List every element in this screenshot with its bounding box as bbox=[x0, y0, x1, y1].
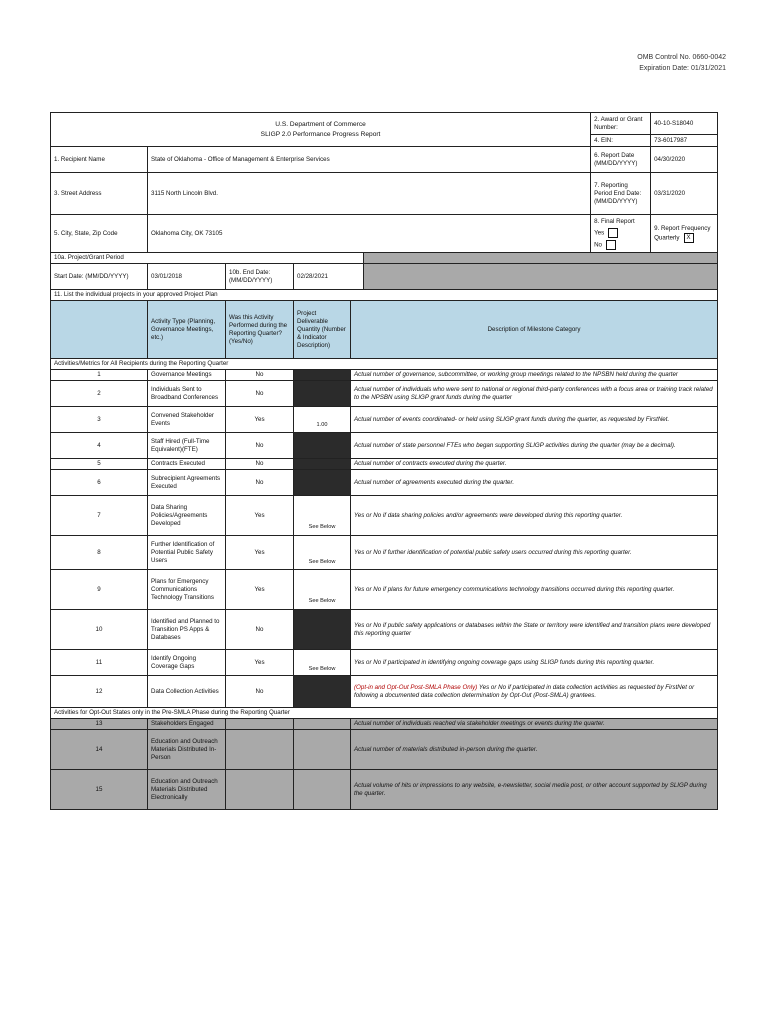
row-number: 6 bbox=[51, 470, 148, 496]
activity-type: Staff Hired (Full-Time Equivalent)(FTE) bbox=[148, 433, 226, 459]
table-row bbox=[51, 433, 718, 459]
performed-value: No bbox=[226, 470, 294, 496]
quantity-cell-disabled bbox=[294, 381, 351, 407]
table-row bbox=[51, 470, 718, 496]
milestone-description: Actual number of materials distributed in-person during the quarter. bbox=[351, 730, 718, 770]
quantity-value[interactable] bbox=[294, 650, 351, 676]
activity-type: Education and Outreach Materials Distributed In-Person bbox=[148, 730, 226, 770]
quantity-cell-disabled bbox=[294, 470, 351, 496]
omb-control-block bbox=[637, 52, 726, 74]
activity-type: Data Collection Activities bbox=[148, 676, 226, 708]
dates-grey-fill bbox=[364, 264, 718, 290]
milestone-description: Yes or No if plans for future emergency communications technology transitions occurred during this reporting quarter. bbox=[351, 570, 718, 610]
activity-type: Plans for Emergency Communications Technology Transitions bbox=[148, 570, 226, 610]
period-grey-fill bbox=[364, 253, 718, 264]
street-value: 3115 North Lincoln Blvd. bbox=[148, 173, 591, 215]
quantity-text: 1.00 bbox=[316, 421, 328, 428]
final-no-checkbox[interactable] bbox=[606, 240, 616, 250]
period-end-value: 03/31/2020 bbox=[651, 173, 718, 215]
activity-type: Further Identification of Potential Public Safety Users bbox=[148, 536, 226, 570]
activity-type: Identified and Planned to Transition PS Apps & Databases bbox=[148, 610, 226, 650]
table-row bbox=[51, 676, 718, 708]
period-end-label: 7. Reporting Period End Date: (MM/DD/YYYY) bbox=[591, 173, 651, 215]
header-table bbox=[50, 112, 718, 301]
omb-expiration-date: Expiration Date: 01/31/2021 bbox=[639, 65, 726, 72]
activity-type: Contracts Executed bbox=[148, 459, 226, 470]
report-title: SLIGP 2.0 Performance Progress Report bbox=[260, 130, 381, 138]
col-header-quantity: Project Deliverable Quantity (Number & Indicator Description) bbox=[294, 301, 351, 359]
performed-cell-disabled bbox=[226, 719, 294, 730]
quantity-cell-disabled bbox=[294, 719, 351, 730]
quantity-cell-disabled bbox=[294, 730, 351, 770]
table-row bbox=[51, 730, 718, 770]
quantity-value[interactable] bbox=[294, 536, 351, 570]
milestone-description: Actual number of contracts executed during the quarter. bbox=[351, 459, 718, 470]
start-date-label: Start Date: (MM/DD/YYYY) bbox=[51, 264, 148, 290]
quantity-cell-disabled bbox=[294, 459, 351, 470]
performed-value: No bbox=[226, 370, 294, 381]
row-number: 3 bbox=[51, 407, 148, 433]
end-date-value: 02/28/2021 bbox=[294, 264, 364, 290]
quantity-value[interactable] bbox=[294, 570, 351, 610]
section-all-recipients: Activities/Metrics for All Recipients during the Reporting Quarter bbox=[51, 359, 718, 370]
quantity-cell-disabled bbox=[294, 433, 351, 459]
milestone-description: Actual number of events coordinated- or held using SLIGP grant funds during the quarter, as requested by FirstNet. bbox=[351, 407, 718, 433]
final-no-label: No bbox=[594, 241, 602, 249]
performed-value: Yes bbox=[226, 536, 294, 570]
milestone-description: Actual number of governance, subcommittee, or working group meetings related to the NPSBN held during the quarter bbox=[351, 370, 718, 381]
activity-type: Individuals Sent to Broadband Conferences bbox=[148, 381, 226, 407]
row-number: 10 bbox=[51, 610, 148, 650]
report-frequency-cell bbox=[651, 215, 718, 253]
recipient-value: State of Oklahoma - Office of Management & Enterprise Services bbox=[148, 147, 591, 173]
street-label: 3. Street Address bbox=[51, 173, 148, 215]
performed-value: Yes bbox=[226, 496, 294, 536]
performed-cell-disabled bbox=[226, 770, 294, 810]
quantity-text: See Below bbox=[308, 558, 336, 565]
milestone-description: Actual number of state personnel FTEs who began supporting SLIGP activities during the quarter (may be a decimal). bbox=[351, 433, 718, 459]
milestone-description: Yes or No if data sharing policies and/or agreements were developed during this reporting quarter. bbox=[351, 496, 718, 536]
department-name: U.S. Department of Commerce bbox=[275, 120, 366, 128]
row-number: 9 bbox=[51, 570, 148, 610]
milestone-description: Actual number of agreements executed during the quarter. bbox=[351, 470, 718, 496]
performed-value: No bbox=[226, 433, 294, 459]
milestone-description: Yes or No if public safety applications or databases within the State or territory were identified and transition plans were developed this reporting quarter bbox=[351, 610, 718, 650]
report-title-cell bbox=[51, 113, 591, 147]
quantity-cell-disabled bbox=[294, 610, 351, 650]
milestone-description: Yes or No if participated in identifying ongoing coverage gaps using SLIGP funds during this reporting quarter. bbox=[351, 650, 718, 676]
quantity-text: See Below bbox=[308, 523, 336, 530]
performed-value: No bbox=[226, 381, 294, 407]
row-number: 13 bbox=[51, 719, 148, 730]
header-blank bbox=[51, 301, 148, 359]
quantity-value[interactable] bbox=[294, 407, 351, 433]
final-report-label: 8. Final Report bbox=[594, 217, 635, 225]
milestone-description: Actual volume of hits or impressions to any website, e-newsletter, social media post, or other account supported by SLIGP during the quarter. bbox=[351, 770, 718, 810]
table-row bbox=[51, 610, 718, 650]
end-date-label: 10b. End Date: (MM/DD/YYYY) bbox=[226, 264, 294, 290]
award-value: 40-10-S18040 bbox=[651, 113, 718, 135]
report-date-label: 6. Report Date (MM/DD/YYYY) bbox=[591, 147, 651, 173]
performed-value: No bbox=[226, 459, 294, 470]
row-number: 1 bbox=[51, 370, 148, 381]
report-frequency-value: Quarterly bbox=[654, 234, 680, 242]
table-row bbox=[51, 381, 718, 407]
row-number: 5 bbox=[51, 459, 148, 470]
performed-value: No bbox=[226, 676, 294, 708]
milestone-description: Actual number of individuals reached via stakeholder meetings or events during the quarter. bbox=[351, 719, 718, 730]
milestone-description-text: Yes or No if participated in data collection activities as requested by FirstNet or following a documented data collection determination by Opt-Out (Post-SMLA) grantees. bbox=[354, 683, 695, 699]
milestone-description: Yes or No if further identification of potential public safety users occurred during this reporting quarter. bbox=[351, 536, 718, 570]
activity-type: Governance Meetings bbox=[148, 370, 226, 381]
table-row bbox=[51, 770, 718, 810]
quantity-cell-disabled bbox=[294, 370, 351, 381]
projects-table bbox=[50, 300, 718, 810]
activity-type: Data Sharing Policies/Agreements Developed bbox=[148, 496, 226, 536]
city-label: 5. City, State, Zip Code bbox=[51, 215, 148, 253]
col-header-performed: Was this Activity Performed during the Reporting Quarter? (Yes/No) bbox=[226, 301, 294, 359]
activity-type: Education and Outreach Materials Distributed Electronically bbox=[148, 770, 226, 810]
table-row bbox=[51, 536, 718, 570]
report-date-value: 04/30/2020 bbox=[651, 147, 718, 173]
row-number: 4 bbox=[51, 433, 148, 459]
activity-type: Stakeholders Engaged bbox=[148, 719, 226, 730]
row-number: 2 bbox=[51, 381, 148, 407]
row-number: 15 bbox=[51, 770, 148, 810]
activity-type: Subrecipient Agreements Executed bbox=[148, 470, 226, 496]
table-row bbox=[51, 459, 718, 470]
final-yes-label: Yes bbox=[594, 229, 605, 237]
quantity-text: See Below bbox=[308, 665, 336, 672]
start-date-value: 03/01/2018 bbox=[148, 264, 226, 290]
quantity-text: See Below bbox=[308, 597, 336, 604]
performance-report-form bbox=[50, 112, 717, 810]
award-label: 2. Award or Grant Number: bbox=[591, 113, 651, 135]
quarterly-checkbox[interactable]: X bbox=[684, 233, 694, 243]
table-row bbox=[51, 650, 718, 676]
table-row bbox=[51, 570, 718, 610]
report-frequency-label: 9. Report Frequency bbox=[654, 224, 711, 232]
table-row bbox=[51, 496, 718, 536]
row-number: 11 bbox=[51, 650, 148, 676]
row-number: 8 bbox=[51, 536, 148, 570]
omb-control-number: OMB Control No. 0660-0042 bbox=[637, 54, 726, 61]
activity-type: Convened Stakeholder Events bbox=[148, 407, 226, 433]
performed-value: Yes bbox=[226, 650, 294, 676]
col-header-activity: Activity Type (Planning, Governance Meetings, etc.) bbox=[148, 301, 226, 359]
ein-label: 4. EIN: bbox=[591, 135, 651, 147]
quantity-cell-disabled bbox=[294, 770, 351, 810]
performed-value: Yes bbox=[226, 570, 294, 610]
performed-value: Yes bbox=[226, 407, 294, 433]
row-number: 7 bbox=[51, 496, 148, 536]
quantity-cell-disabled bbox=[294, 676, 351, 708]
project-period-label: 10a. Project/Grant Period bbox=[51, 253, 364, 264]
city-value: Oklahoma City, OK 73105 bbox=[148, 215, 591, 253]
activity-type: Identify Ongoing Coverage Gaps bbox=[148, 650, 226, 676]
col-header-description: Description of Milestone Category bbox=[351, 301, 718, 359]
opt-in-note: (Opt-in and Opt-Out Post-SMLA Phase Only) bbox=[354, 683, 478, 691]
final-yes-checkbox[interactable] bbox=[608, 228, 618, 238]
section-opt-out: Activities for Opt-Out States only in the Pre-SMLA Phase during the Reporting Quarter bbox=[51, 708, 718, 719]
table-row bbox=[51, 370, 718, 381]
quantity-value[interactable] bbox=[294, 496, 351, 536]
table-row bbox=[51, 719, 718, 730]
projects-section-title: 11. List the individual projects in your approved Project Plan bbox=[51, 290, 718, 301]
performed-value: No bbox=[226, 610, 294, 650]
final-report-cell bbox=[591, 215, 651, 253]
ein-value: 73-6017987 bbox=[651, 135, 718, 147]
table-row bbox=[51, 407, 718, 433]
milestone-description: Actual number of individuals who were sent to national or regional third-party conferences with a focus area or training track related to the NPSBN using SLIGP grant funds during the quarter bbox=[351, 381, 718, 407]
recipient-label: 1. Recipient Name bbox=[51, 147, 148, 173]
performed-cell-disabled bbox=[226, 730, 294, 770]
row-number: 14 bbox=[51, 730, 148, 770]
milestone-description bbox=[351, 676, 718, 708]
row-number: 12 bbox=[51, 676, 148, 708]
